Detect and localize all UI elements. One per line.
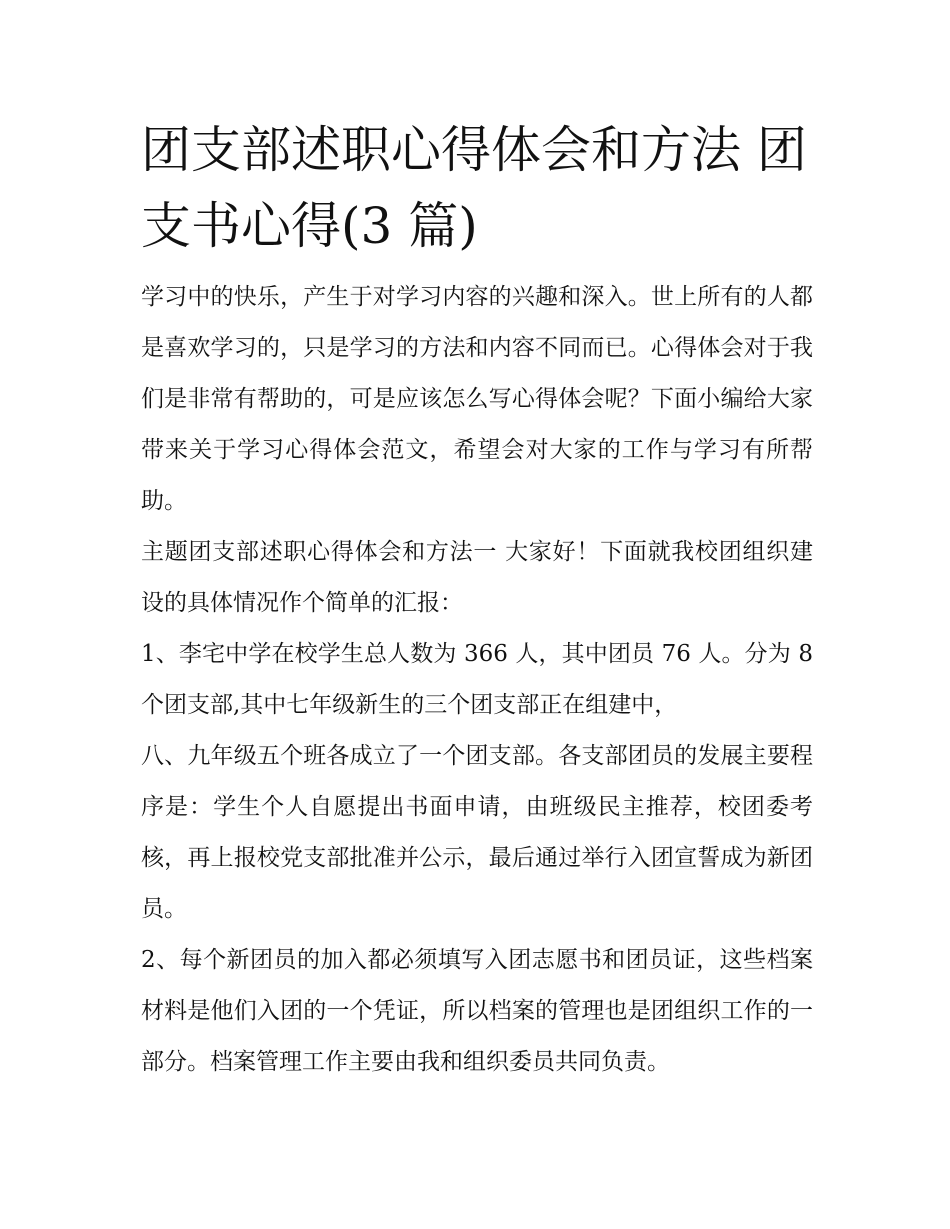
paragraph-item-1: 1、李宅中学在校学生总人数为 366 人，其中团员 76 人。分为 8 个团支部,其中七年级新生的三个团支部正在组建中，: [141, 641, 813, 718]
paragraph-greeting: 主题团支部述职心得体会和方法一 大家好！下面就我校团组织建设的具体情况作个简单的汇报：: [141, 539, 813, 616]
paragraph-item-1-continued: 八、九年级五个班各成立了一个团支部。各支部团员的发展主要程序是：学生个人自愿提出书面申请，由班级民主推荐，校团委考核，再上报校党支部批准并公示，最后通过举行入团宣誓成为新团员。: [141, 743, 813, 922]
paragraph-intro: 学习中的快乐，产生于对学习内容的兴趣和深入。世上所有的人都是喜欢学习的，只是学习的方法和内容不同而已。心得体会对于我们是非常有帮助的，可是应该怎么写心得体会呢？下面小编给大家带来关于学习心得体会范文，希望会对大家的工作与学习有所帮助。: [141, 284, 813, 514]
paragraph-item-2: 2、每个新团员的加入都必须填写入团志愿书和团员证，这些档案材料是他们入团的一个凭证，所以档案的管理也是团组织工作的一部分。档案管理工作主要由我和组织委员共同负责。: [141, 947, 813, 1075]
document-page: [141, 112, 813, 1088]
document-title: 团支部述职心得体会和方法 团支书心得(3 篇): [141, 121, 807, 255]
